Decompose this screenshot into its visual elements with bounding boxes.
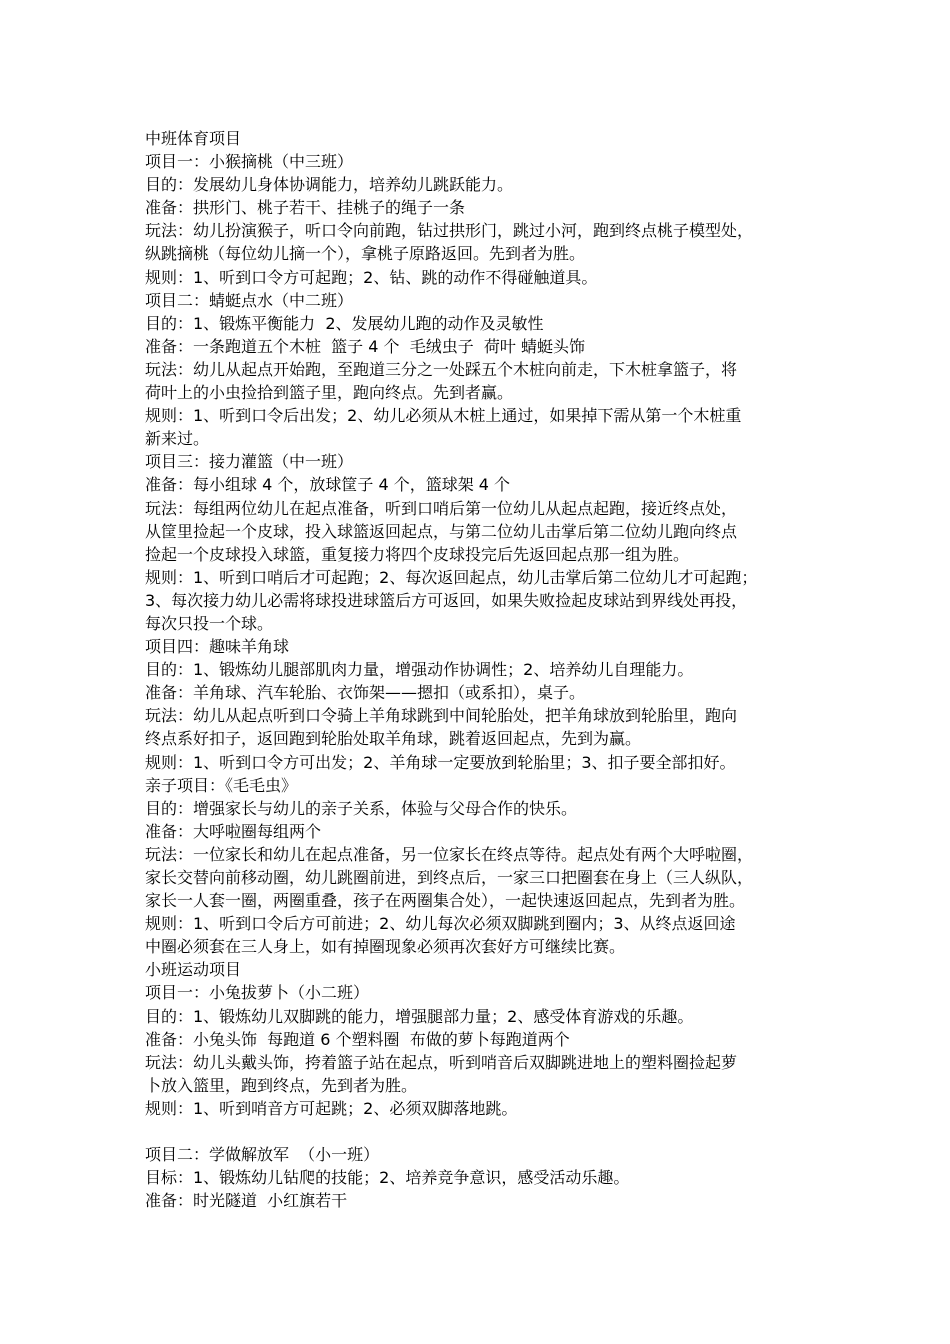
doc-line: 目标：1、锻炼幼儿钻爬的技能；2、培养竞争意识，感受活动乐趣。 [145, 1168, 630, 1188]
doc-line: 家长一人套一圈，两圈重叠，孩子在两圈集合处），一起快速返回起点，先到者为胜。 [145, 891, 746, 911]
doc-line: 规则：1、听到口令方可起跑；2、钻、跳的动作不得碰触道具。 [145, 267, 598, 287]
doc-line: 终点系好扣子，返回跑到轮胎处取羊角球，跳着返回起点，先到为赢。 [145, 729, 642, 749]
doc-line: 3、每次接力幼儿必需将球投进球篮后方可返回，如果失败捡起皮球站到界线处再投， [145, 590, 748, 610]
doc-line: 捡起一个皮球投入球篮，重复接力将四个皮球投完后先返回起点那一组为胜。 [145, 544, 690, 564]
doc-line: 规则：1、听到哨音方可起跳；2、必须双脚落地跳。 [145, 1098, 518, 1118]
doc-line: 新来过。 [145, 429, 210, 449]
doc-title: 中班体育项目 [145, 129, 242, 148]
doc-line: 玩法：幼儿从起点开始跑，至跑道三分之一处踩五个木桩向前走，下木桩拿篮子，将 [145, 359, 738, 379]
doc-line: 家长交替向前移动圈，幼儿跳圈前进，到终点后，一家三口把圈套在身上（三人纵队， [145, 868, 754, 887]
section-heading: 项目二：学做解放军 （小一班） [145, 1145, 380, 1165]
doc-line: 玩法：一位家长和幼儿在起点准备，另一位家长在终点等待。起点处有两个大呼啦圈， [145, 844, 754, 864]
doc-line: 目的：1、锻炼幼儿双脚跳的能力，增强腿部力量；2、感受体育游戏的乐趣。 [145, 1006, 694, 1026]
doc-line: 玩法：幼儿扮演猴子，听口令向前跑，钻过拱形门，跳过小河，跑到终点桃子模型处， [145, 221, 754, 241]
doc-line: 荷叶上的小虫捡拾到篮子里，跑向终点。先到者赢。 [145, 383, 514, 403]
doc-line: 准备：大呼啦圈每组两个 [145, 821, 322, 841]
doc-line: 规则：1、听到口令方可出发；2、羊角球一定要放到轮胎里；3、扣子要全部扣好。 [145, 752, 736, 772]
doc-line: 目的：1、锻炼幼儿腿部肌肉力量，增强动作协调性；2、培养幼儿自理能力。 [145, 660, 694, 680]
doc-line: 从筐里捡起一个皮球，投入球篮返回起点，与第二位幼儿击掌后第二位幼儿跑向终点 [145, 521, 738, 541]
doc-line: 目的：发展幼儿身体协调能力，培养幼儿跳跃能力。 [145, 175, 514, 195]
doc-line: 中圈必须套在三人身上，如有掉圈现象必须再次套好方可继续比赛。 [145, 937, 626, 957]
doc-line: 玩法：每组两位幼儿在起点准备，听到口哨后第一位幼儿从起点起跑，接近终点处， [145, 498, 738, 518]
doc-line: 纵跳摘桃（每位幼儿摘一个），拿桃子原路返回。先到者为胜。 [145, 244, 586, 264]
doc-line: 目的：增强家长与幼儿的亲子关系，体验与父母合作的快乐。 [145, 798, 578, 818]
doc-line: 目的：1、锻炼平衡能力 2、发展幼儿跑的动作及灵敏性 [145, 313, 544, 333]
doc-line: 准备：羊角球、汽车轮胎、衣饰架——摁扣（或系扣），桌子。 [145, 683, 586, 703]
document-body [145, 127, 815, 1212]
section-heading: 项目一：小兔拔萝卜（小二班） [145, 983, 370, 1003]
doc-line: 玩法：幼儿从起点听到口令骑上羊角球跳到中间轮胎处，把羊角球放到轮胎里，跑向 [145, 706, 738, 726]
doc-line: 准备：小兔头饰 每跑道 6 个塑料圈 布做的萝卜每跑道两个 [145, 1029, 570, 1049]
doc-line: 规则：1、听到口令后方可前进；2、幼儿每次必须双脚跳到圈内；3、从终点返回途 [145, 914, 736, 934]
doc-line: 卜放入篮里，跑到终点，先到者为胜。 [145, 1075, 418, 1095]
section-heading: 项目二：蜻蜓点水（中二班） [145, 290, 354, 310]
doc-line: 准备：一条跑道五个木桩 篮子 4 个 毛绒虫子 荷叶 蜻蜓头饰 [145, 336, 585, 356]
section-title: 小班运动项目 [145, 960, 242, 980]
blank-line [145, 1120, 815, 1143]
section-heading: 项目一：小猴摘桃（中三班） [145, 152, 354, 172]
doc-line: 准备：拱形门、桃子若干、挂桃子的绳子一条 [145, 198, 466, 218]
doc-line: 每次只投一个球。 [145, 613, 274, 633]
doc-line: 规则：1、听到口哨后才可起跑；2、每次返回起点，幼儿击掌后第二位幼儿才可起跑； [145, 567, 758, 587]
section-heading: 项目三：接力灌篮（中一班） [145, 452, 354, 472]
doc-line: 准备：每小组球 4 个，放球筐子 4 个，篮球架 4 个 [145, 475, 511, 495]
section-heading: 项目四：趣味羊角球 [145, 637, 290, 657]
doc-line: 玩法：幼儿头戴头饰，挎着篮子站在起点，听到哨音后双脚跳进地上的塑料圈捡起萝 [145, 1052, 738, 1072]
section-heading: 亲子项目：《毛毛虫》 [145, 775, 298, 795]
doc-line: 规则：1、听到口令后出发；2、幼儿必须从木桩上通过，如果掉下需从第一个木桩重 [145, 406, 742, 426]
doc-line: 准备：时光隧道 小红旗若干 [145, 1191, 348, 1211]
